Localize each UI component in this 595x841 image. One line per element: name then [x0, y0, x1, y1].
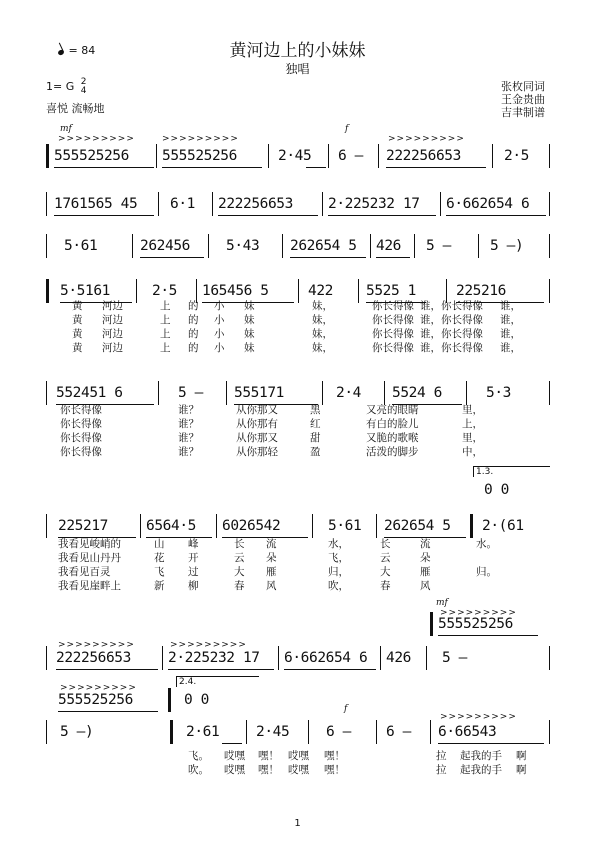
measure: 426 — [376, 238, 401, 254]
measure: 6·1 — [170, 196, 195, 212]
barline — [156, 144, 157, 168]
barline — [358, 279, 359, 303]
barline — [46, 514, 47, 538]
lyric-word: 从你那有 — [236, 418, 278, 430]
barline — [312, 514, 313, 538]
lyric-word: 飞， — [328, 552, 349, 564]
barline — [46, 234, 47, 258]
lyric-word: 谁，你长得像 — [420, 314, 483, 326]
barline — [426, 646, 427, 670]
lyric-word: 山 — [154, 538, 165, 550]
measure: 6 — — [386, 724, 411, 740]
lyric-word: 河边 — [102, 300, 123, 312]
measure: 222256653 — [218, 196, 293, 212]
measure: 2·(61 — [482, 518, 524, 534]
song-title: 黄河边上的小妹妹 — [229, 41, 366, 61]
lyric-word: 哎嘿 — [224, 764, 245, 776]
measure: 555525256 — [58, 692, 133, 708]
lyric-word: 大 — [234, 566, 245, 578]
dynamic-f: f — [344, 704, 348, 714]
barline — [132, 234, 133, 258]
measure: 2·5 — [152, 283, 177, 299]
measure: 6·662654 6 — [284, 650, 368, 666]
beam — [222, 743, 242, 744]
barline — [549, 279, 550, 303]
measure: 2·225232 17 — [328, 196, 420, 212]
beam — [168, 669, 274, 670]
barline — [492, 144, 493, 168]
beam — [290, 257, 366, 258]
measure: 222256653 — [56, 650, 131, 666]
lyric-word: 妹， — [312, 342, 333, 354]
measure: 555171 — [234, 385, 284, 401]
lyric-word: 有白的脸儿 — [366, 418, 419, 430]
measure: 6·66543 — [438, 724, 497, 740]
lyric-word: 飞。 — [188, 750, 209, 762]
lyric-word: 你长得像 — [372, 342, 414, 354]
lyric-word: 活泼的脚步 — [366, 446, 419, 458]
measure: 422 — [308, 283, 333, 299]
lyric-word: 谁，你长得像 — [420, 300, 483, 312]
accent-marks: >>>>>>>>> — [58, 134, 135, 144]
lyric-word: 的 — [188, 314, 199, 326]
lyric-word: 谁， — [500, 342, 521, 354]
beam — [284, 669, 376, 670]
expression-marking: 喜悦 流畅地 — [46, 102, 105, 115]
barline — [549, 720, 550, 744]
measure: 5·43 — [226, 238, 260, 254]
lyric-word: 黄 — [72, 300, 83, 312]
barline — [216, 514, 217, 538]
lyric-word: 上 — [160, 328, 171, 340]
lyric-word: 妹 — [244, 342, 255, 354]
measure: 5 — — [426, 238, 451, 254]
arranger-credit: 吉聿制谱 — [501, 106, 545, 119]
measure: 555525256 — [162, 148, 237, 164]
lyric-word: 过 — [188, 566, 199, 578]
lyric-word: 水。 — [476, 538, 497, 550]
lyric-word: 你长得像 — [60, 418, 102, 430]
measure: 5·61 — [328, 518, 362, 534]
lyric-word: 吹， — [328, 580, 349, 592]
barline — [308, 720, 309, 744]
lyric-word: 啊 — [516, 764, 527, 776]
lyric-word: 朵 — [420, 552, 431, 564]
lyric-word: 上 — [160, 314, 171, 326]
accent-marks: >>>>>>>>> — [58, 640, 135, 650]
lyric-word: 春 — [234, 580, 245, 592]
measure: 2·5 — [504, 148, 529, 164]
lyric-word: 起我的手 — [460, 764, 502, 776]
lyric-word: 花 — [154, 552, 165, 564]
lyric-word: 妹 — [244, 328, 255, 340]
measure: 426 — [386, 650, 411, 666]
measure: 225216 — [456, 283, 506, 299]
lyric-word: 小 — [214, 300, 225, 312]
tempo-value: = 84 — [68, 44, 96, 57]
lyric-word: 的 — [188, 342, 199, 354]
lyric-word: 云 — [380, 552, 391, 564]
lyric-word: 我看见峻峭的 — [58, 538, 121, 550]
lyric-word: 从你那轻 — [236, 446, 278, 458]
measure: 262456 — [140, 238, 190, 254]
measure: 2·61 — [186, 724, 220, 740]
measure: 555525256 — [438, 616, 513, 632]
lyric-word: 的 — [188, 300, 199, 312]
measure: 0 0 — [484, 482, 509, 498]
barline — [549, 646, 550, 670]
barline — [370, 234, 371, 258]
barline — [440, 192, 441, 216]
beam — [438, 635, 538, 636]
lyric-word: 黄 — [72, 314, 83, 326]
score-row-8 — [46, 724, 551, 748]
barline — [282, 234, 283, 258]
beam — [140, 257, 204, 258]
barline — [549, 192, 550, 216]
beam — [162, 167, 262, 168]
lyric-word: 河边 — [102, 328, 123, 340]
measure: 2·45 — [278, 148, 312, 164]
beam — [438, 743, 544, 744]
barline — [46, 192, 47, 216]
lyric-word: 甜 — [310, 432, 321, 444]
measure: 262654 5 — [290, 238, 357, 254]
lyric-word: 开 — [188, 552, 199, 564]
barline — [46, 381, 47, 405]
lyric-word: 我看见崖畔上 — [58, 580, 121, 592]
lyric-word: 里， — [462, 432, 483, 444]
lyric-word: 里， — [462, 404, 483, 416]
lyric-word: 拉 — [436, 764, 447, 776]
accent-marks: >>>>>>>>> — [440, 608, 517, 618]
accent-marks: >>>>>>>>> — [440, 712, 517, 722]
beam — [306, 167, 326, 168]
measure: 222256653 — [386, 148, 461, 164]
lyric-word: 拉 — [436, 750, 447, 762]
lyric-word: 谁， — [500, 328, 521, 340]
measure: 2·4 — [336, 385, 361, 401]
barline — [162, 646, 163, 670]
measure: 6026542 — [222, 518, 281, 534]
lyric-word: 流 — [420, 538, 431, 550]
lyric-word: 吹。 — [188, 764, 209, 776]
repeat-barline — [470, 514, 473, 538]
measure: 5·61 — [64, 238, 98, 254]
measure: 5 — — [178, 385, 203, 401]
lyric-word: 嘿！ — [324, 750, 345, 762]
barline — [158, 192, 159, 216]
page-number: 1 — [294, 818, 301, 829]
barline — [322, 381, 323, 405]
accent-marks: >>>>>>>>> — [388, 134, 465, 144]
barline — [46, 720, 47, 744]
lyric-word: 朵 — [266, 552, 277, 564]
barline — [549, 144, 550, 168]
barline — [246, 720, 247, 744]
lyric-word: 你长得像 — [60, 432, 102, 444]
lyric-word: 盈 — [310, 446, 321, 458]
beam — [54, 215, 154, 216]
lyric-word: 嘿！ — [324, 764, 345, 776]
repeat-barline — [170, 720, 173, 744]
time-top: 2 — [80, 77, 87, 87]
measure: 2·45 — [256, 724, 290, 740]
lyric-word: 谁？ — [178, 404, 199, 416]
lyric-word: 风 — [420, 580, 431, 592]
barline — [328, 144, 329, 168]
barline — [278, 646, 279, 670]
score-row-3 — [46, 238, 551, 262]
measure: 555525256 — [54, 148, 129, 164]
lyric-word: 谁？ — [178, 418, 199, 430]
volta-first: 1.3. — [473, 466, 550, 477]
lyric-word: 河边 — [102, 314, 123, 326]
lyric-word: 上 — [160, 342, 171, 354]
lyric-word: 你长得像 — [372, 300, 414, 312]
lyric-word: 妹， — [312, 314, 333, 326]
lyric-word: 中， — [462, 446, 483, 458]
lyric-word: 从你那又 — [236, 432, 278, 444]
lyric-word: 又亮的眼睛 — [366, 404, 419, 416]
beam — [328, 215, 436, 216]
measure: 5 — — [442, 650, 467, 666]
lyric-word: 妹， — [312, 328, 333, 340]
lyric-word: 河边 — [102, 342, 123, 354]
upper-staff-row-7 — [430, 616, 550, 640]
barline — [376, 514, 377, 538]
lyric-word: 长 — [380, 538, 391, 550]
barline — [549, 381, 550, 405]
barline — [268, 144, 269, 168]
measure: 6564·5 — [146, 518, 196, 534]
composer-credit: 王金贵曲 — [501, 93, 545, 106]
barline — [136, 279, 137, 303]
lyric-word: 我看见山丹丹 — [58, 552, 121, 564]
measure: 6 — — [338, 148, 363, 164]
lyric-word: 归， — [328, 566, 349, 578]
barline — [549, 234, 550, 258]
beam — [446, 215, 546, 216]
lyric-word: 谁， — [500, 300, 521, 312]
time-bottom: 4 — [80, 86, 87, 96]
lyric-word: 谁，你长得像 — [420, 342, 483, 354]
measure: 2·225232 17 — [168, 650, 260, 666]
barline — [140, 514, 141, 538]
barline — [478, 234, 479, 258]
volta-second: 2.4. — [176, 676, 259, 687]
volta-rest-row — [180, 692, 260, 716]
lyric-word: 飞 — [154, 566, 165, 578]
lyric-word: 啊 — [516, 750, 527, 762]
barline — [430, 720, 431, 744]
dynamic-mf: mf — [60, 124, 72, 134]
score-row-1 — [46, 148, 551, 172]
lyric-word: 长 — [234, 538, 245, 550]
lyric-word: 哎嘿 — [224, 750, 245, 762]
lyric-word: 黑 — [310, 404, 321, 416]
lyric-word: 云 — [234, 552, 245, 564]
lyric-word: 妹 — [244, 314, 255, 326]
dynamic-f: f — [345, 124, 349, 134]
accent-marks: >>>>>>>>> — [162, 134, 239, 144]
lyric-word: 哎嘿 — [288, 764, 309, 776]
barline — [208, 234, 209, 258]
lyric-word: 春 — [380, 580, 391, 592]
lyric-word: 大 — [380, 566, 391, 578]
lyric-word: 谁？ — [178, 446, 199, 458]
lyric-word: 的 — [188, 328, 199, 340]
accent-marks: >>>>>>>>> — [60, 683, 137, 693]
lyric-word: 嘿！ — [258, 764, 279, 776]
lyric-word: 雁 — [420, 566, 431, 578]
barline — [168, 688, 171, 712]
lyric-word: 归。 — [476, 566, 497, 578]
measure: 165456 5 — [202, 283, 269, 299]
lyric-word: 小 — [214, 314, 225, 326]
barline — [376, 720, 377, 744]
measure: 225217 — [58, 518, 108, 534]
score-row-7 — [46, 650, 551, 674]
lyricist-credit: 张枚同词 — [501, 80, 545, 93]
barline — [226, 381, 227, 405]
barline — [378, 144, 379, 168]
barline — [46, 144, 49, 168]
barline — [430, 612, 433, 636]
lyric-word: 又脆的歌喉 — [366, 432, 419, 444]
measure: 5·3 — [486, 385, 511, 401]
barline — [322, 192, 323, 216]
lyric-word: 水， — [328, 538, 349, 550]
beam — [376, 257, 410, 258]
lyric-word: 谁？ — [178, 432, 199, 444]
lyric-word: 我看见百灵 — [58, 566, 111, 578]
lyric-word: 嘿！ — [258, 750, 279, 762]
dynamic-mf: mf — [436, 598, 448, 608]
lyric-word: 黄 — [72, 342, 83, 354]
accent-marks: >>>>>>>>> — [170, 640, 247, 650]
lyric-word: 起我的手 — [460, 750, 502, 762]
song-subtitle: 独唱 — [285, 62, 310, 76]
lyric-word: 你长得像 — [60, 404, 102, 416]
measure: 1761565 45 — [54, 196, 138, 212]
measure: 262654 5 — [384, 518, 451, 534]
repeat-barline — [46, 279, 49, 303]
barline — [46, 646, 47, 670]
lyric-word: 妹， — [312, 300, 333, 312]
measure: 6 — — [326, 724, 351, 740]
lyric-word: 新 — [154, 580, 165, 592]
lyric-word: 哎嘿 — [288, 750, 309, 762]
beam — [218, 215, 318, 216]
measure: 5525 1 — [366, 283, 416, 299]
barline — [414, 234, 415, 258]
beam — [58, 711, 158, 712]
lyric-word: 小 — [214, 342, 225, 354]
lyric-word: 柳 — [188, 580, 199, 592]
lyric-word: 你长得像 — [372, 328, 414, 340]
lyric-word: 风 — [266, 580, 277, 592]
lyric-word: 上 — [160, 300, 171, 312]
lyric-word: 上， — [462, 418, 483, 430]
measure: 0 0 — [184, 692, 209, 708]
measure: 552451 6 — [56, 385, 123, 401]
measure: 5 —) — [490, 238, 524, 254]
lyric-word: 小 — [214, 328, 225, 340]
lyric-word: 谁， — [500, 314, 521, 326]
barline — [380, 646, 381, 670]
beam — [56, 669, 158, 670]
lyric-word: 流 — [266, 538, 277, 550]
lyric-word: 黄 — [72, 328, 83, 340]
lyric-word: 从你那又 — [236, 404, 278, 416]
score-row-2 — [46, 196, 551, 220]
measure: 5524 6 — [392, 385, 442, 401]
lyric-word: 你长得像 — [60, 446, 102, 458]
barline — [212, 192, 213, 216]
upper-staff-row-8 — [46, 692, 176, 716]
lyric-word: 你长得像 — [372, 314, 414, 326]
measure: 5 —) — [60, 724, 94, 740]
barline — [158, 381, 159, 405]
beam — [54, 167, 154, 168]
lyric-word: 峰 — [188, 538, 199, 550]
lyric-word: 红 — [310, 418, 321, 430]
lyric-word: 雁 — [266, 566, 277, 578]
lyric-word: 妹 — [244, 300, 255, 312]
measure: 6·662654 6 — [446, 196, 530, 212]
measure: 5·5161 — [60, 283, 110, 299]
key-value: 1= G — [46, 80, 75, 93]
barline — [298, 279, 299, 303]
lyric-word: 谁，你长得像 — [420, 328, 483, 340]
beam — [386, 167, 486, 168]
volta-rest-row — [476, 482, 546, 506]
